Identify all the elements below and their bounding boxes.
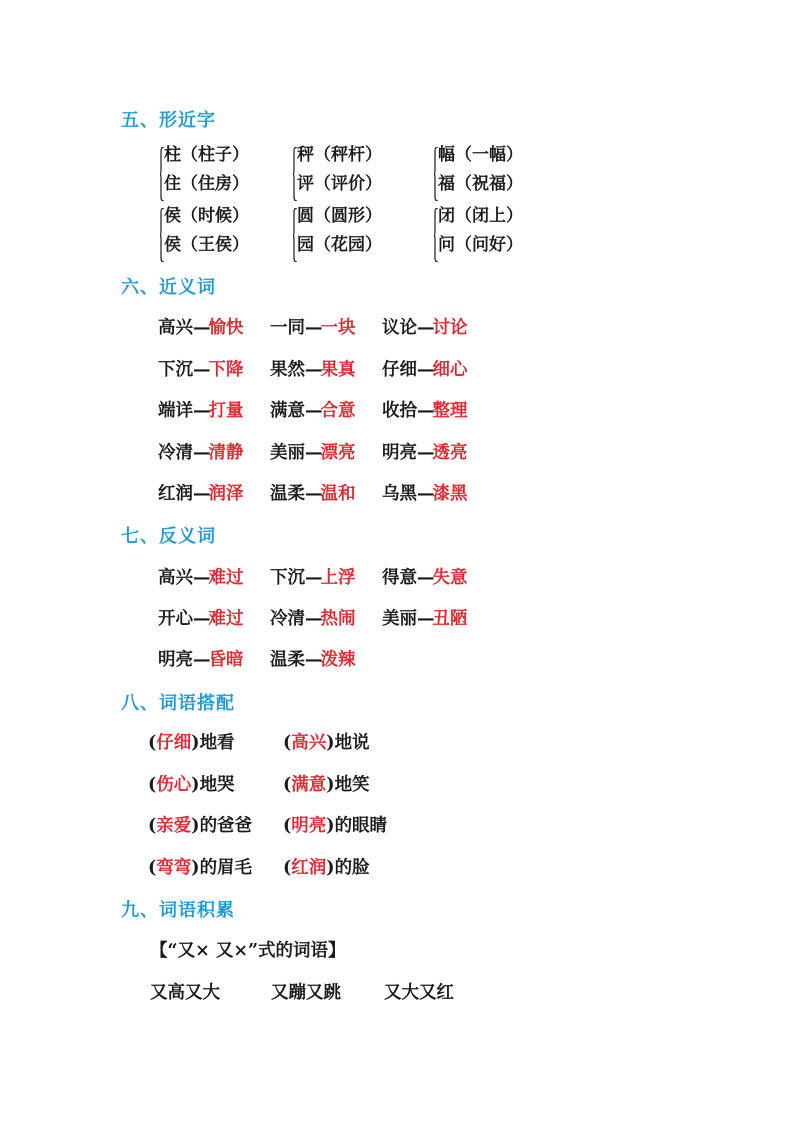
dash-separator: — <box>193 318 209 338</box>
synonym-answer: 讨论 <box>432 318 468 338</box>
synonym-answer: 润泽 <box>208 484 244 504</box>
dash-separator: — <box>305 442 321 463</box>
close-paren: ) <box>326 733 335 753</box>
antonym-answer: 丑陋 <box>432 609 468 629</box>
synonym-pair <box>158 314 244 339</box>
synonym-pair <box>382 314 468 339</box>
collocation-answer: 高兴 <box>291 733 327 753</box>
open-paren: ( <box>148 774 157 795</box>
dash-separator: — <box>193 650 209 670</box>
synonym-answer: 打量 <box>208 401 244 421</box>
antonym-word: 美丽 <box>382 609 417 629</box>
antonym-word: 开心 <box>158 609 193 629</box>
dash-separator: — <box>305 359 321 380</box>
dash-separator: — <box>417 359 433 380</box>
synonym-word: 冷清 <box>158 442 193 463</box>
synonym-pair <box>158 356 244 381</box>
antonym-word: 明亮 <box>158 650 193 670</box>
section-6-title: 六、近义词 <box>121 277 216 298</box>
synonym-word: 明亮 <box>382 442 417 463</box>
synonym-word: 端详 <box>158 401 193 421</box>
open-paren: ( <box>283 733 292 753</box>
dash-separator: — <box>417 401 433 421</box>
similar-char-line: 问（问好） <box>438 235 523 255</box>
collocation-item <box>148 771 235 796</box>
synonym-answer: 清静 <box>208 442 244 463</box>
similar-char-group-6 <box>434 206 574 266</box>
accumulation-word: 又蹦又跳 <box>271 983 341 1003</box>
synonym-answer: 整理 <box>432 401 468 421</box>
collocation-answer: 红润 <box>291 857 327 878</box>
similar-char-line: 侯（时候） <box>164 206 249 226</box>
collocation-answer: 明亮 <box>291 816 327 836</box>
collocation-tail: 地哭 <box>199 774 235 795</box>
similar-char-line: 闭（闭上） <box>438 206 523 226</box>
section-9-title: 九、词语积累 <box>121 900 235 921</box>
similar-char-group-1 <box>160 145 300 205</box>
synonym-pair <box>270 356 356 381</box>
section-5-title: 五、形近字 <box>121 110 216 131</box>
close-paren: ) <box>191 816 200 836</box>
similar-char-line: 柱（柱子） <box>164 145 249 165</box>
antonym-pair <box>158 605 244 630</box>
antonym-answer: 失意 <box>432 568 468 588</box>
collocation-tail: 地笑 <box>334 774 370 795</box>
antonym-pair <box>158 564 244 589</box>
synonym-pair <box>382 397 468 422</box>
similar-char-line: 圆（圆形） <box>297 206 382 226</box>
antonym-pair <box>382 605 468 630</box>
dash-separator: — <box>417 484 433 504</box>
dash-separator: — <box>305 650 321 670</box>
dash-separator: — <box>193 484 209 504</box>
synonym-pair <box>382 356 468 381</box>
similar-char-line: 园（花园） <box>297 235 382 255</box>
dash-separator: — <box>193 359 209 380</box>
synonym-pair <box>158 439 244 464</box>
synonym-answer: 愉快 <box>208 318 244 338</box>
dash-separator: — <box>305 568 321 588</box>
antonym-pair <box>158 646 244 671</box>
similar-char-group-5 <box>293 206 433 266</box>
antonym-word: 下沉 <box>270 568 305 588</box>
synonym-word: 美丽 <box>270 442 305 463</box>
collocation-item <box>283 771 370 796</box>
accumulation-heading-text: 【“又× 又×”式的词语】 <box>150 941 346 961</box>
collocation-tail: 的脸 <box>334 857 370 878</box>
synonym-word: 收拾 <box>382 401 417 421</box>
collocation-item <box>283 812 387 837</box>
antonym-answer: 热闹 <box>320 609 356 629</box>
accumulation-word: 又大又红 <box>384 983 454 1003</box>
synonym-pair <box>270 314 356 339</box>
synonym-pair <box>158 480 244 505</box>
synonym-answer: 一块 <box>320 318 356 338</box>
collocation-tail: 的爸爸 <box>199 816 253 836</box>
synonym-word: 议论 <box>382 318 417 338</box>
dash-separator: — <box>417 568 433 588</box>
synonym-word: 高兴 <box>158 318 193 338</box>
synonym-answer: 细心 <box>432 359 468 380</box>
synonym-pair <box>270 480 356 505</box>
close-paren: ) <box>326 857 335 878</box>
similar-char-line: 福（祝福） <box>438 174 523 194</box>
dash-separator: — <box>305 318 321 338</box>
close-paren: ) <box>326 774 335 795</box>
collocation-item <box>148 854 252 879</box>
dash-separator: — <box>193 401 209 421</box>
similar-char-line: 住（住房） <box>164 174 249 194</box>
synonym-word: 温柔 <box>270 484 305 504</box>
open-paren: ( <box>148 733 157 753</box>
close-paren: ) <box>191 857 200 878</box>
antonym-word: 得意 <box>382 568 417 588</box>
synonym-word: 一同 <box>270 318 305 338</box>
synonym-pair <box>270 439 356 464</box>
collocation-answer: 亲爱 <box>156 816 192 836</box>
synonym-pair <box>270 397 356 422</box>
close-paren: ) <box>326 816 335 836</box>
antonym-answer: 难过 <box>208 568 244 588</box>
collocation-item <box>283 729 370 754</box>
synonym-answer: 下降 <box>208 359 244 380</box>
dash-separator: — <box>417 609 433 629</box>
synonym-answer: 漆黑 <box>432 484 468 504</box>
antonym-pair <box>270 605 356 630</box>
synonym-word: 仔细 <box>382 359 417 380</box>
synonym-answer: 漂亮 <box>320 442 356 463</box>
open-paren: ( <box>283 774 292 795</box>
section-8-title: 八、词语搭配 <box>121 693 235 714</box>
collocation-tail: 的眉毛 <box>199 857 253 878</box>
collocation-answer: 伤心 <box>156 774 192 795</box>
collocation-tail: 地说 <box>334 733 370 753</box>
open-paren: ( <box>283 857 292 878</box>
synonym-word: 果然 <box>270 359 305 380</box>
synonym-answer: 透亮 <box>432 442 468 463</box>
synonym-answer: 果真 <box>320 359 356 380</box>
dash-separator: — <box>305 401 321 421</box>
accumulation-word: 又高又大 <box>150 983 220 1003</box>
antonym-answer: 昏暗 <box>208 650 244 670</box>
antonym-pair <box>270 646 356 671</box>
collocation-tail: 地看 <box>199 733 235 753</box>
antonym-word: 冷清 <box>270 609 305 629</box>
close-paren: ) <box>191 774 200 795</box>
dash-separator: — <box>305 609 321 629</box>
similar-char-group-4 <box>160 206 300 266</box>
similar-char-line: 幅（一幅） <box>438 145 523 165</box>
dash-separator: — <box>193 568 209 588</box>
antonym-answer: 难过 <box>208 609 244 629</box>
collocation-answer: 仔细 <box>156 733 192 753</box>
synonym-word: 乌黑 <box>382 484 417 504</box>
antonym-word: 温柔 <box>270 650 305 670</box>
synonym-pair <box>382 439 468 464</box>
collocation-item <box>148 812 252 837</box>
collocation-tail: 的眼睛 <box>334 816 388 836</box>
open-paren: ( <box>148 857 157 878</box>
dash-separator: — <box>193 442 209 463</box>
synonym-pair <box>382 480 468 505</box>
antonym-word: 高兴 <box>158 568 193 588</box>
open-paren: ( <box>148 816 157 836</box>
collocation-answer: 满意 <box>291 774 327 795</box>
dash-separator: — <box>305 484 321 504</box>
synonym-word: 下沉 <box>158 359 193 380</box>
collocation-item <box>148 729 235 754</box>
similar-char-line: 秤（秤杆） <box>297 145 382 165</box>
close-paren: ) <box>191 733 200 753</box>
similar-char-line: 评（评价） <box>297 174 382 194</box>
antonym-answer: 上浮 <box>320 568 356 588</box>
dash-separator: — <box>193 609 209 629</box>
synonym-answer: 温和 <box>320 484 356 504</box>
antonym-pair <box>270 564 356 589</box>
similar-char-line: 侯（王侯） <box>164 235 249 255</box>
synonym-word: 红润 <box>158 484 193 504</box>
similar-char-group-2 <box>293 145 433 205</box>
section-7-title: 七、反义词 <box>121 526 216 547</box>
synonym-answer: 合意 <box>320 401 356 421</box>
collocation-answer: 弯弯 <box>156 857 192 878</box>
antonym-answer: 泼辣 <box>320 650 356 670</box>
antonym-pair <box>382 564 468 589</box>
dash-separator: — <box>417 318 433 338</box>
open-paren: ( <box>283 816 292 836</box>
collocation-item <box>283 854 370 879</box>
similar-char-group-3 <box>434 145 574 205</box>
synonym-word: 满意 <box>270 401 305 421</box>
dash-separator: — <box>417 442 433 463</box>
synonym-pair <box>158 397 244 422</box>
